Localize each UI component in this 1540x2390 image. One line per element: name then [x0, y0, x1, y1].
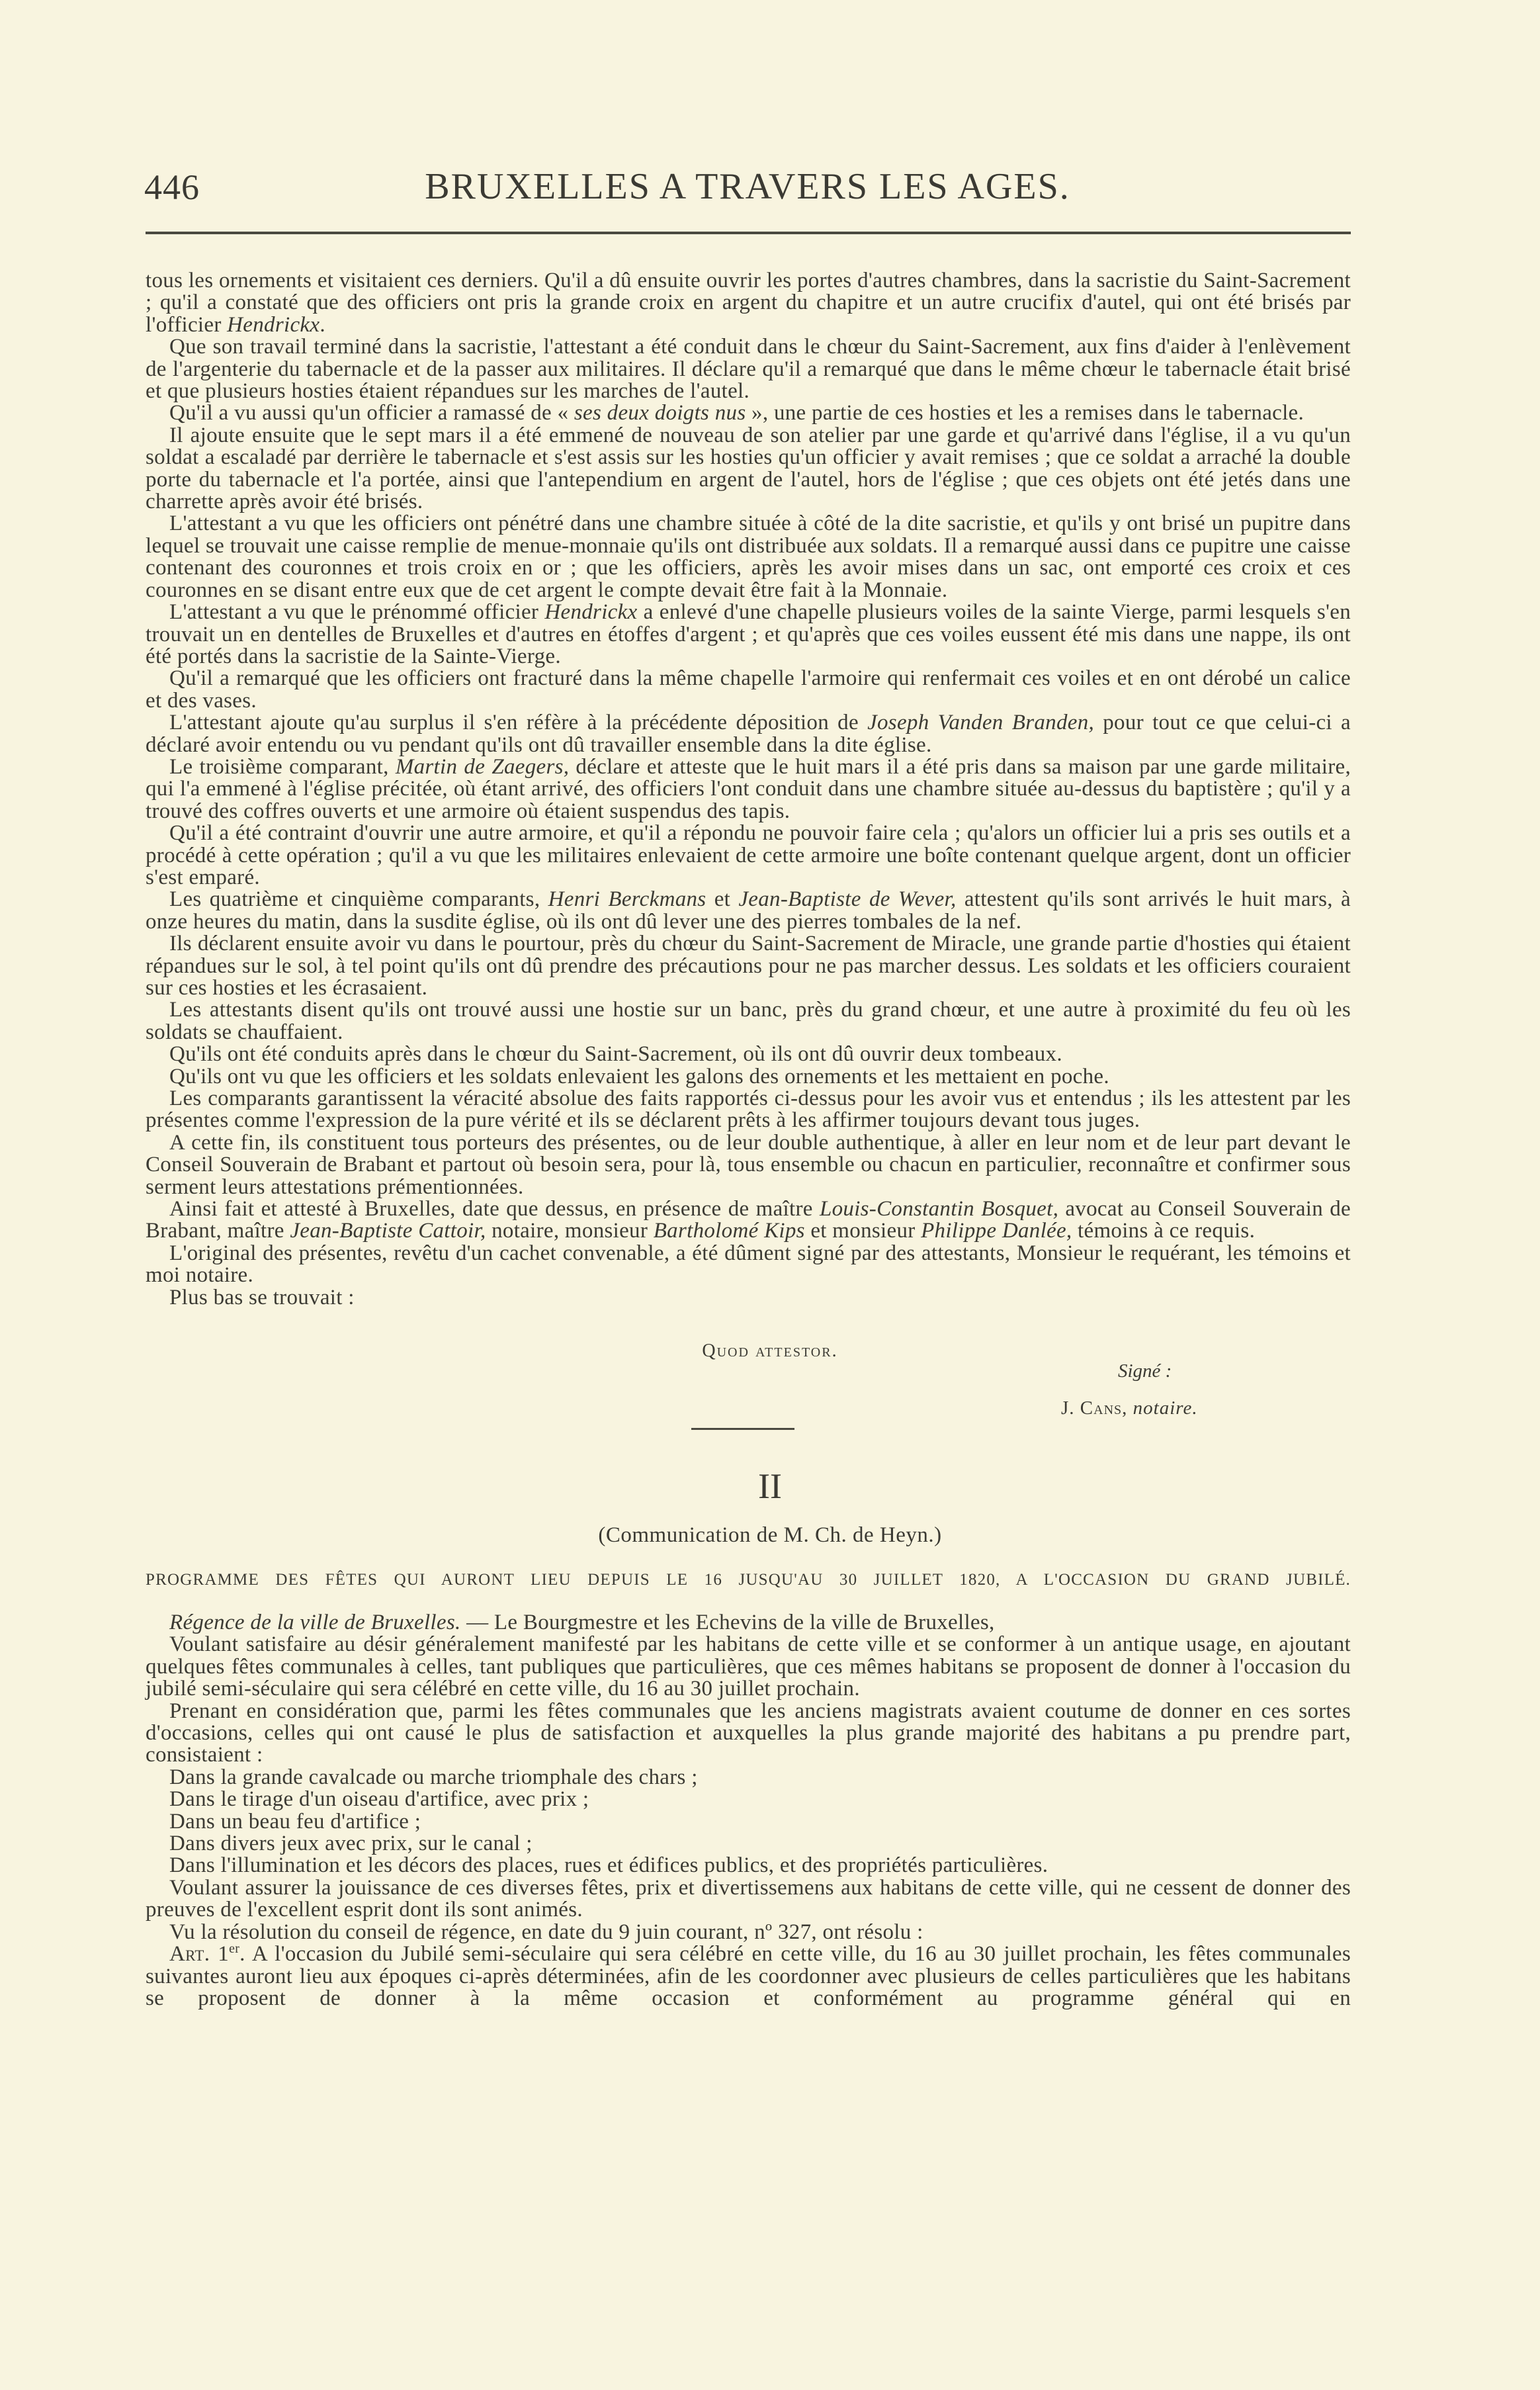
signe-label: Signé : — [1118, 1360, 1172, 1382]
italic-name: Hendrickx — [227, 312, 320, 337]
paragraph — [146, 1833, 1351, 1855]
paragraph — [146, 1855, 1351, 1877]
text-run: Qu'ils ont vu que les officiers et les soldats enlevaient les galons des ornements et les mettaient en poche. — [169, 1064, 1109, 1088]
text-run: Dans le tirage d'un oiseau d'artifice, avec prix ; — [169, 1787, 589, 1812]
text-run: avocat au Conseil Souverain de Brabant, maître — [146, 1197, 1351, 1243]
header-rule — [146, 232, 1351, 234]
text-run: a enlevé d'une chapelle plusieurs voiles de la sainte Vierge, parmi lesquels s'en trouvait un en dentelles de Bruxelles et d'autres en étoffes d'argent ; et qu'après que ces voiles eussent été mis dans une nappe, ils ont été portés dans la sacristie de la Sainte-Vierge. — [146, 600, 1351, 668]
notary-name: J. Cans, — [1061, 1397, 1128, 1419]
programme-heading: PROGRAMME DES FÊTES QUI AURONT LIEU DEPUIS LE 16 JUSQU'AU 30 JUILLET 1820, A L'OCCASION DU GRAND JUBILÉ. — [146, 1571, 1351, 1589]
paragraph — [146, 425, 1351, 513]
text-run: — Le Bourgmestre et les Echevins de la ville de Bruxelles, — [460, 1611, 995, 1634]
italic-name: Jean-Baptiste Cattoir, — [290, 1219, 486, 1243]
page-number: 446 — [144, 167, 200, 207]
paragraph — [146, 1243, 1351, 1287]
text-run: Voulant satisfaire au désir généralement manifesté par les habitans de cette ville et se conformer à un antique usage, en ajoutant quelques fêtes communales à celles, tant publiques que particulières, que ces mêmes habitans se proposent de donner à l'occasion du jubilé semi-séculaire qui sera célébré en cette ville, du 16 au 30 juillet prochain. — [146, 1632, 1351, 1701]
text-run: Les attestants disent qu'ils ont trouvé aussi une hostie sur un banc, près du grand chœur, et une autre à proximité du feu où les soldats se chauffaient. — [146, 998, 1351, 1044]
section-divider — [691, 1428, 794, 1430]
text-run: attestent qu'ils sont arrivés le huit mars, à onze heures du matin, dans la susdite église, où ils ont dû lever une des pierres tombales de la nef. — [146, 887, 1351, 934]
paragraph — [146, 1043, 1351, 1065]
paragraph — [146, 1198, 1351, 1243]
quod-attestor: Quod attestor. — [702, 1341, 838, 1361]
paragraph — [146, 1701, 1351, 1767]
text-run: tous les ornements et visitaient ces derniers. Qu'il a dû ensuite ouvrir les portes d'autres chambres, dans la sacristie du Saint-Sacrement ; qu'il a constaté que des officiers ont pris la grande croix en argent du chapitre et un autre crucifix d'autel, qui ont été brisés par l'officier — [146, 269, 1351, 337]
text-run: Ils déclarent ensuite avoir vu dans le pourtour, près du chœur du Saint-Sacrement de Miracle, une grande partie d'hosties qui étaient répandues sur le sol, à tel point qu'ils ont dû prendre des précautions pour ne pas marcher dessus. Les soldats et les officiers couraient sur ces hosties et les écrasaient. — [146, 932, 1351, 1000]
small-caps-text: Art. — [169, 1942, 210, 1967]
text-run: Les comparants garantissent la véracité absolue des faits rapportés ci-dessus pour les avoir vus et entendus ; ils les attestent par les présentes comme l'expression de la pure vérité et ils se déclarent prêts à les affirmer toujours devant tous juges. — [146, 1086, 1351, 1133]
paragraph — [146, 1922, 1351, 1943]
paragraph — [146, 601, 1351, 668]
text-run: Prenant en considération que, parmi les fêtes communales que les anciens magistrats avaient coutume de donner en ces sortes d'occasions, celles qui ont causé le plus de satisfaction et auxquelles la plus grande majorité des habitans a pu prendre part, consistaient : — [146, 1699, 1351, 1767]
italic-name: Louis-Constantin Bosquet, — [819, 1197, 1059, 1221]
italic-name: Henri Berckmans — [548, 887, 706, 912]
paragraph — [146, 1612, 1351, 1634]
testimony-text — [146, 270, 1351, 1309]
text-run: Qu'ils ont été conduits après dans le chœur du Saint-Sacrement, où ils ont dû ouvrir deux tombeaux. — [169, 1042, 1062, 1067]
paragraph — [146, 1634, 1351, 1700]
italic-name: ses deux doigts nus — [574, 401, 746, 425]
notary-signature — [1061, 1397, 1198, 1419]
text-run: et — [706, 887, 739, 912]
italic-name: Bartholomé Kips — [653, 1219, 805, 1243]
text-run: . — [320, 312, 325, 337]
italic-name: Philippe Danlée, — [921, 1219, 1072, 1243]
text-run: », une partie de ces hosties et les a remises dans le tabernacle. — [746, 401, 1305, 425]
text-run: Dans l'illumination et les décors des places, rues et édifices publics, et des propriétés particulières. — [169, 1853, 1048, 1878]
text-run: Que son travail terminé dans la sacristie, l'attestant a été conduit dans le chœur du Saint-Sacrement, aux fins d'aider à l'enlèvement de l'argenterie du tabernacle et de la passer aux militaires. Il déclare qu'il a remarqué que dans le même chœur le tabernacle était brisé et que plusieurs hosties étaient répandues sur les marches de l'autel. — [146, 335, 1351, 404]
paragraph — [146, 1132, 1351, 1198]
paragraph — [146, 999, 1351, 1043]
text-run: A cette fin, ils constituent tous porteurs des présentes, ou de leur double authentique, à aller en leur nom et de leur part devant le Conseil Souverain de Brabant et partout où besoin sera, pour là, tous ensemble ou chacun en particulier, reconnaître et confirmer sous serment leurs attestations prémentionnées. — [146, 1130, 1351, 1199]
text-run: Qu'il a vu aussi qu'un officier a ramassé de « — [169, 401, 574, 425]
text-run: Dans un beau feu d'artifice ; — [169, 1809, 421, 1834]
programme-text — [146, 1612, 1351, 2010]
text-run: Plus bas se trouvait : — [169, 1285, 355, 1309]
italic-name: Martin de Zaegers, — [395, 754, 570, 779]
text-run: Les quatrième et cinquième comparants, — [169, 887, 548, 912]
section-numeral: II — [758, 1466, 782, 1506]
italic-name: Joseph Vanden Branden, — [867, 711, 1095, 735]
text-run: Voulant assurer la jouissance de ces diverses fêtes, prix et divertissemens aux habitans de cette ville, qui ne cessent de donner des preuves de l'excellent esprit dont ils sont animés. — [146, 1875, 1351, 1922]
paragraph — [146, 1789, 1351, 1810]
text-run: Qu'il a remarqué que les officiers ont fracturé dans la même chapelle l'armoire qui renfermait ces voiles et en ont dérobé un calice et des vases. — [146, 666, 1351, 713]
paragraph — [146, 668, 1351, 712]
paragraph — [146, 1811, 1351, 1833]
paragraph — [146, 402, 1351, 424]
text-run: et monsieur — [804, 1219, 921, 1243]
italic-name: Régence de la ville de Bruxelles. — [169, 1611, 461, 1634]
text-run: L'attestant ajoute qu'au surplus il s'en réfère à la précédente déposition de — [169, 711, 868, 735]
italic-name: Hendrickx — [544, 600, 638, 625]
text-run: 1 — [210, 1942, 230, 1967]
text-run: Il ajoute ensuite que le sept mars il a été emmené de nouveau de son atelier par une garde et qu'arrivé dans l'église, il a vu qu'un soldat a escaladé par derrière le tabernacle et s'est assis sur les hosties qu'un officier y avait remises ; que ce soldat a arraché la double porte du tabernacle et l'a portée, ainsi que l'antependium en argent de l'autel, hors de l'église ; que ces objets ont été jetés dans une charrette après avoir été brisés. — [146, 423, 1351, 514]
paragraph — [146, 1877, 1351, 1922]
paragraph — [146, 270, 1351, 336]
paragraph — [146, 1287, 1351, 1309]
text-run: Ainsi fait et attesté à Bruxelles, date que dessus, en présence de maître — [169, 1197, 820, 1221]
text-run: Le troisième comparant, — [169, 754, 396, 779]
paragraph — [146, 1767, 1351, 1789]
paragraph — [146, 756, 1351, 822]
running-title: BRUXELLES A TRAVERS LES AGES. — [425, 166, 1070, 207]
paragraph — [146, 822, 1351, 889]
italic-name: Jean-Baptiste de Wever, — [738, 887, 957, 912]
text-run: déclare et atteste que le huit mars il a été pris dans sa maison par une garde militaire, qui l'a emmené à l'église précitée, où étant arrivé, des officiers l'ont conduit dans une chambre située au-dessus du baptistère ; qu'il y a trouvé des coffres ouverts et une armoire où étaient suspendus des tapis. — [146, 754, 1351, 823]
text-run: L'attestant a vu que les officiers ont pénétré dans une chambre située à côté de la dite sacristie, et qu'ils y ont brisé un pupitre dans lequel se trouvait une caisse remplie de menue-monnaie qu'ils ont distribuée aux soldats. Il a remarqué aussi dans ce pupitre une caisse contenant des couronnes et trois croix en or ; que les officiers, après les avoir mises dans un sac, ont emporté ces croix et ces couronnes en se disant entre eux que de cet argent le compte devait être fait à la Monnaie. — [146, 511, 1351, 602]
text-run: pour tout ce que celui-ci a déclaré avoir entendu ou vu pendant qu'ils ont dû travailler ensemble dans la dite église. — [146, 711, 1351, 757]
text-run: Dans divers jeux avec prix, sur le canal ; — [169, 1832, 533, 1856]
notary-title: notaire. — [1133, 1397, 1198, 1419]
text-run: Qu'il a été contraint d'ouvrir une autre armoire, et qu'il a répondu ne pouvoir faire cela ; qu'alors un officier lui a pris ses outils et a procédé à cette opération ; qu'il a vu que les militaires enlevaient de cette armoire une boîte contenant quelque argent, dont un officier s'est emparé. — [146, 821, 1351, 889]
paragraph — [146, 513, 1351, 601]
text-run: témoins à ce requis. — [1072, 1219, 1256, 1243]
communication-credit: (Communication de M. Ch. de Heyn.) — [598, 1523, 942, 1547]
paragraph — [146, 1088, 1351, 1132]
paragraph — [146, 1066, 1351, 1088]
paragraph — [146, 889, 1351, 933]
paragraph — [146, 933, 1351, 999]
paragraph — [146, 1943, 1351, 2010]
superscript: er — [229, 1941, 240, 1957]
text-run: . A l'occasion du Jubilé semi-séculaire qui sera célébré en cette ville, du 16 au 30 juillet prochain, les fêtes communales suivantes auront lieu aux époques ci-après déterminées, afin de les coordonner avec plusieurs de celles particulières que les habitans se proposent de donner à la même occasion et conformément au programme général qui en — [146, 1942, 1351, 2010]
text-run: Dans la grande cavalcade ou marche triomphale des chars ; — [169, 1765, 698, 1789]
text-run: L'original des présentes, revêtu d'un cachet convenable, a été dûment signé par des attestants, Monsieur le requérant, les témoins et moi notaire. — [146, 1241, 1351, 1288]
text-run: notaire, monsieur — [486, 1219, 654, 1243]
paragraph — [146, 336, 1351, 402]
paragraph — [146, 712, 1351, 756]
text-run: Vu la résolution du conseil de régence, en date du 9 juin courant, nº 327, ont résolu : — [169, 1920, 923, 1944]
text-run: L'attestant a vu que le prénommé officier — [169, 600, 545, 625]
